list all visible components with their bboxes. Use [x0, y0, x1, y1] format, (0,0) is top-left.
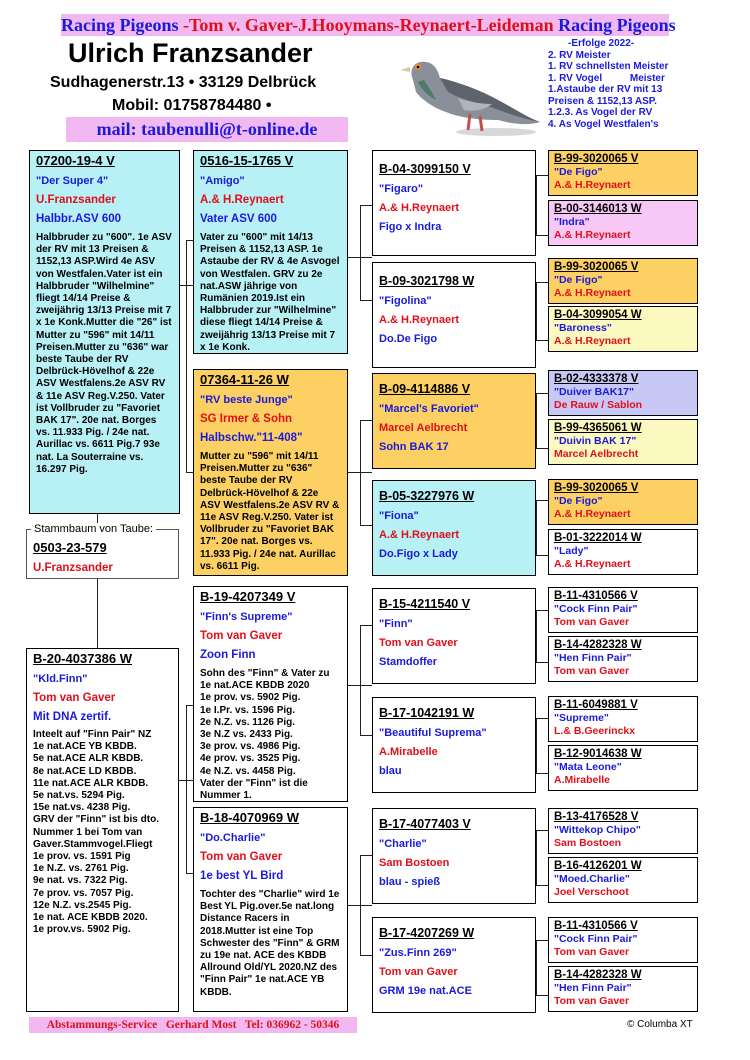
- connector-line: [360, 855, 372, 856]
- pigeon-name: "Hen Finn Pair": [554, 982, 632, 994]
- pigeon-name: "Figolina": [379, 295, 432, 307]
- connector-line: [186, 240, 193, 241]
- breeder-name: A.& H.Reynaert: [554, 507, 631, 520]
- ancestor-card[interactable]: [548, 808, 698, 854]
- pigeon-name: "Indra": [554, 216, 590, 228]
- ancestor-card[interactable]: [548, 479, 698, 525]
- pigeon-note: Figo x Indra: [379, 221, 442, 233]
- ring-number: B-11-4310566 V: [554, 590, 638, 602]
- breeder-name: Tom van Gaver: [379, 966, 458, 978]
- success-line: 1.2.3. As Vogel der RV: [548, 107, 653, 118]
- breeder-name: Tom van Gaver: [379, 637, 458, 649]
- breeder-name: A.& H.Reynaert: [554, 228, 631, 241]
- ring-number: B-99-3020065 V: [554, 482, 639, 494]
- pigeon-name: "Zus.Finn 269": [379, 947, 457, 959]
- pigeon-note: Halbschw."11-408": [200, 432, 303, 444]
- breeder-name: Tom van Gaver: [33, 692, 116, 704]
- ancestor-card[interactable]: [548, 587, 698, 633]
- pigeon-description: Sohn des "Finn" & Vater zu 1e nat.ACE KBDB 2020 1e prov. vs. 5902 Pig. 1e I.Pr. vs. 1596 Pig. 2e N.Z. vs. 1126 Pig. 3e N.Z vs. 2433 Pig. 3e prov. vs. 4986 Pig. 4e prov. vs. 3525 Pig. 4e N.Z. vs. 4458 Pig. Vater der "Finn" ist die Nummer 1.: [200, 668, 330, 802]
- ring-number: B-12-9014638 W: [554, 748, 642, 760]
- breeder-name: Tom van Gaver: [554, 994, 630, 1007]
- connector-line: [186, 705, 187, 873]
- breeder-name: Joel Verschoot: [554, 885, 629, 898]
- breeder-name: U.Franzsander: [33, 562, 113, 574]
- great-grandparent-card[interactable]: [372, 480, 536, 576]
- title-middle: -Tom v. Gaver-J.Hooymans-Reynaert-Leideman: [178, 15, 559, 35]
- ring-number: 0503-23-579: [33, 540, 107, 555]
- pedigree-label: Stammbaum von Taube:: [31, 523, 156, 535]
- footer-service: Abstammungs-Service Gerhard Most Tel: 036962 - 50346: [29, 1017, 357, 1033]
- breeder-name: SG Irmer & Sohn: [200, 413, 293, 425]
- ring-number: B-11-4310566 V: [554, 920, 638, 932]
- connector-line: [536, 448, 548, 449]
- connector-line: [360, 955, 372, 956]
- pigeon-name: "Der Super 4": [36, 175, 109, 187]
- connector-line: [536, 885, 548, 886]
- connector-line: [536, 773, 548, 774]
- connector-line: [536, 940, 548, 941]
- pigeon-description: Halbbruder zu "600". 1e ASV der RV mit 13 Preisen & 1152,13 ASP.Wird 4e ASV von Westfalen.Vater ist ein Halbbruder "Wilhelmine" fliegt 14/14 Preise & zweijährig 13/13 Preise mit 7 x 1e Konk.Mutter die "26" ist Mutter zu "596" mit 14/11 Preisen.Mutter zu "636" war beste Taube der RV Delbrück-Hövelhof & 22e ASV Westfalens.2e ASV RV & 11e ASV Reg.V.250. Vater ist Vollbruder zu "Favoriet BAK 17". 20e nat. Borges vs. 11.933 Pig. / 24e nat. Aurillac vs. 6611 Pig.7 93e nat. La Souterraine vs. 16.297 Pig.: [36, 232, 172, 475]
- connector-line: [186, 240, 187, 472]
- copyright: © Columba XT: [627, 1019, 693, 1030]
- pigeon-name: "Baroness": [554, 322, 612, 334]
- connector-line: [536, 500, 537, 555]
- pigeon-name: "De Figo": [554, 274, 603, 286]
- breeder-name: A.& H.Reynaert: [200, 194, 284, 206]
- father-card[interactable]: [29, 150, 180, 514]
- breeder-name: A.& H.Reynaert: [554, 557, 631, 570]
- connector-line: [186, 472, 193, 473]
- connector-line: [536, 393, 537, 448]
- ring-number: B-17-4207269 W: [379, 926, 475, 940]
- breeder-name: Tom van Gaver: [554, 615, 630, 628]
- connector-line: [360, 420, 361, 525]
- pigeon-description: Tochter des "Charlie" wird 1e Best YL Pig.over.5e nat.long Distance Racers in 2018.Mutter ist eine Top Schwester des "Finn" & GRM zu 19e nat. ACE des KBDB Allround Old/YL 2020.NZ des "Finn Pair" 1e nat.ACE YB KBDB.: [200, 889, 340, 998]
- ring-number: B-09-3021798 W: [379, 274, 475, 288]
- connector-line: [536, 340, 548, 341]
- pigeon-note: blau: [379, 765, 402, 777]
- connector-line: [536, 940, 537, 995]
- ancestor-card[interactable]: [548, 745, 698, 791]
- ancestor-card[interactable]: [548, 917, 698, 963]
- ancestor-card[interactable]: [548, 306, 698, 352]
- ring-number: B-16-4126201 W: [554, 860, 642, 872]
- pigeon-name: "Hen Finn Pair": [554, 652, 632, 664]
- connector-line: [97, 578, 98, 648]
- subject-card[interactable]: [26, 529, 179, 579]
- connector-line: [360, 300, 372, 301]
- breeder-name: A.& H.Reynaert: [379, 202, 460, 214]
- ring-number: B-15-4211540 V: [379, 597, 471, 611]
- breeder-name: Marcel Aelbrecht: [379, 422, 468, 434]
- ring-number: B-19-4207349 V: [200, 589, 296, 604]
- pigeon-name: "Finn": [379, 618, 413, 630]
- pigeon-name: "Duiver BAK17": [554, 386, 634, 398]
- great-grandparent-card[interactable]: [372, 697, 536, 793]
- ring-number: B-00-3146013 W: [554, 203, 642, 215]
- ancestor-card[interactable]: [548, 529, 698, 575]
- great-grandparent-card[interactable]: [372, 262, 536, 368]
- success-line: Preisen & 1152,13 ASP.: [548, 95, 657, 107]
- ring-number: B-04-3099150 V: [379, 162, 471, 176]
- pigeon-name: "Fiona": [379, 510, 419, 522]
- ring-number: B-17-1042191 W: [379, 706, 475, 720]
- breeder-name: L.& B.Geerinckx: [554, 724, 636, 737]
- title-left: Racing Pigeons: [61, 15, 179, 35]
- ring-number: 07364-11-26 W: [200, 372, 289, 387]
- pigeon-name: "Finn's Supreme": [200, 611, 293, 623]
- breeder-name: A.& H.Reynaert: [554, 334, 631, 347]
- pigeon-name: "RV beste Junge": [200, 394, 293, 406]
- pigeon-name: "De Figo": [554, 166, 603, 178]
- grandsire-card[interactable]: [193, 586, 348, 802]
- mail-banner[interactable]: mail: taubenulli@t-online.de: [66, 117, 348, 142]
- connector-line: [360, 625, 361, 735]
- pigeon-note: GRM 19e nat.ACE: [379, 985, 472, 997]
- pigeon-name: "Cock Finn Pair": [554, 603, 638, 615]
- success-line: 1.Astaube der RV mit 13: [548, 84, 663, 95]
- pigeon-note: blau - spieß: [379, 876, 441, 888]
- pigeon-name: "Beautiful Suprema": [379, 727, 487, 739]
- connector-line: [536, 235, 548, 236]
- connector-line: [536, 282, 537, 340]
- great-grandparent-card[interactable]: [372, 588, 536, 684]
- owner-phone: Mobil: 01758784480 •: [112, 97, 272, 114]
- ancestor-card[interactable]: [548, 150, 698, 196]
- pigeon-name: "Lady": [554, 545, 589, 557]
- breeder-name: Sam Bostoen: [379, 857, 450, 869]
- success-line: 1. RV schnellsten Meister: [548, 61, 669, 72]
- pigeon-description: Mutter zu "596" mit 14/11 Preisen.Mutter zu "636" beste Taube der RV Delbrück-Hövelhof & 22e ASV Westfalens.2e ASV RV & 11e ASV Reg.V.250. Vater ist Vollbruder zu "Favoriet BAK 17". 20e nat. Borges vs. 11.933 Pig. / 24e nat. Aurillac vs. 6611 Pig.: [200, 451, 340, 572]
- title-right: Racing Pigeons: [558, 15, 676, 35]
- great-grandparent-card[interactable]: [372, 373, 536, 469]
- pigeon-note: Zoon Finn: [200, 649, 256, 661]
- connector-line: [536, 282, 548, 283]
- great-grandparent-card[interactable]: [372, 150, 536, 256]
- pigeon-note: Sohn BAK 17: [379, 441, 449, 453]
- pigeon-image: [388, 40, 548, 150]
- pigeon-name: "Mata Leone": [554, 761, 622, 773]
- ring-number: B-02-4333378 V: [554, 373, 639, 385]
- breeder-name: A.& H.Reynaert: [379, 314, 460, 326]
- connector-line: [360, 525, 372, 526]
- pigeon-name: "Marcel's Favoriet": [379, 403, 479, 415]
- connector-line: [536, 555, 548, 556]
- ring-number: B-13-4176528 V: [554, 811, 639, 823]
- pigeon-note: Stamdoffer: [379, 656, 438, 668]
- connector-line: [186, 705, 193, 706]
- connector-line: [536, 610, 548, 611]
- breeder-name: A.& H.Reynaert: [379, 529, 460, 541]
- connector-line: [536, 662, 548, 663]
- connector-line: [360, 625, 372, 626]
- pigeon-description: Inteelt auf "Finn Pair" NZ 1e nat.ACE YB KBDB. 5e nat.ACE ALR KBDB. 8e nat.ACE LD KBDB. 11e nat.ACE ALR KBDB. 5e nat.vs. 5294 Pig. 15e nat.vs. 4238 Pig. GRV der "Finn" ist bis dto. Nummer 1 bei Tom van Gaver.Stammvogel.Fliegt 1e prov. vs. 1591 Pig 1e N.Z. vs. 2761 Pig. 9e nat. vs. 7322 Pig. 7e prov. vs. 7057 Pig. 12e N.Z. vs.2545 Pig. 1e nat. ACE KBDB 2020. 1e prov.vs. 5902 Pig.: [33, 729, 159, 936]
- ring-number: B-01-3222014 W: [554, 532, 642, 544]
- connector-line: [536, 500, 548, 501]
- ring-number: B-14-4282328 W: [554, 969, 642, 981]
- title-banner: [61, 14, 676, 36]
- ring-number: 0516-15-1765 V: [200, 153, 294, 168]
- connector-line: [360, 205, 361, 300]
- connector-line: [536, 830, 537, 885]
- pigeon-name: "Moed.Charlie": [554, 873, 630, 885]
- ring-number: B-14-4282328 W: [554, 639, 642, 651]
- connector-line: [536, 718, 548, 719]
- ring-number: B-99-3020065 V: [554, 261, 639, 273]
- pigeon-name: "Kld.Finn": [33, 673, 88, 685]
- breeder-name: A.Mirabelle: [379, 746, 438, 758]
- ring-number: B-04-3099054 W: [554, 309, 642, 321]
- connector-line: [536, 718, 537, 773]
- connector-line: [536, 393, 548, 394]
- ancestor-card[interactable]: [548, 636, 698, 682]
- ancestor-card[interactable]: [548, 857, 698, 903]
- pigeon-name: "Wittekop Chipo": [554, 824, 641, 836]
- connector-line: [536, 610, 537, 662]
- connector-line: [360, 205, 372, 206]
- ancestor-card[interactable]: [548, 696, 698, 742]
- pigeon-name: "Supreme": [554, 712, 609, 724]
- success-list: [548, 38, 748, 130]
- great-grandparent-card[interactable]: [372, 917, 536, 1013]
- breeder-name: U.Franzsander: [36, 194, 116, 206]
- ring-number: B-09-4114886 V: [379, 382, 471, 396]
- success-line: 1. RV Vogel Meister: [548, 72, 665, 84]
- granddam-card[interactable]: [193, 807, 348, 1012]
- pigeon-name: "Charlie": [379, 838, 427, 850]
- breeder-name: A.& H.Reynaert: [554, 178, 631, 191]
- pigeon-name: "Figaro": [379, 183, 424, 195]
- ancestor-card[interactable]: [548, 200, 698, 246]
- ring-number: B-11-6049881 V: [554, 699, 638, 711]
- granddam-card[interactable]: [193, 369, 348, 576]
- ring-number: B-05-3227976 W: [379, 489, 475, 503]
- breeder-name: Marcel Aelbrecht: [554, 447, 639, 460]
- owner-address: Sudhagenerstr.13 • 33129 Delbrück: [50, 74, 317, 91]
- breeder-name: A.& H.Reynaert: [554, 286, 631, 299]
- ancestor-card[interactable]: [548, 419, 698, 465]
- breeder-name: Tom van Gaver: [554, 945, 630, 958]
- great-grandparent-card[interactable]: [372, 808, 536, 904]
- pigeon-note: Do.De Figo: [379, 333, 438, 345]
- pigeon-note: Mit DNA zertif.: [33, 711, 112, 723]
- pigeon-note: Do.Figo x Lady: [379, 548, 458, 560]
- ring-number: B-18-4070969 W: [200, 810, 299, 825]
- pigeon-name: "Amigo": [200, 175, 245, 187]
- mother-card[interactable]: [26, 648, 179, 1012]
- connector-line: [536, 995, 548, 996]
- pigeon-name: "De Figo": [554, 495, 603, 507]
- pigeon-note: 1e best YL Bird: [200, 870, 284, 882]
- breeder-name: A.Mirabelle: [554, 773, 611, 786]
- connector-line: [536, 830, 548, 831]
- pigeon-name: "Duivin BAK 17": [554, 435, 637, 447]
- breeder-name: Sam Bostoen: [554, 836, 622, 849]
- breeder-name: Tom van Gaver: [200, 630, 283, 642]
- success-line: 2. RV Meister: [548, 49, 611, 61]
- connector-line: [360, 735, 372, 736]
- pigeon-note: Vater ASV 600: [200, 213, 277, 225]
- breeder-name: De Rauw / Sablon: [554, 398, 643, 411]
- grandsire-card[interactable]: [193, 150, 348, 354]
- breeder-name: Tom van Gaver: [200, 851, 283, 863]
- ring-number: B-20-4037386 W: [33, 651, 132, 666]
- ring-number: B-17-4077403 V: [379, 817, 471, 831]
- pigeon-name: "Do.Charlie": [200, 832, 266, 844]
- connector-line: [360, 855, 361, 955]
- connector-line: [360, 420, 372, 421]
- pigeon-note: Halbbr.ASV 600: [36, 213, 122, 225]
- ancestor-card[interactable]: [548, 966, 698, 1012]
- connector-line: [186, 873, 193, 874]
- ring-number: B-99-4365061 W: [554, 422, 642, 434]
- ring-number: 07200-19-4 V: [36, 153, 115, 168]
- connector-line: [536, 175, 548, 176]
- connector-line: [536, 175, 537, 235]
- owner-name: Ulrich Franzsander: [68, 38, 313, 68]
- success-title: -Erfolge 2022-: [568, 38, 635, 49]
- breeder-name: Tom van Gaver: [554, 664, 630, 677]
- success-line: 4. As Vogel Westfalen's: [548, 118, 659, 130]
- ancestor-card[interactable]: [548, 370, 698, 416]
- ancestor-card[interactable]: [548, 258, 698, 304]
- ring-number: B-99-3020065 V: [554, 153, 639, 165]
- pigeon-name: "Cock Finn Pair": [554, 933, 638, 945]
- pigeon-description: Vater zu "600" mit 14/13 Preisen & 1152,13 ASP. 1e Astaube der RV & 4e Asvogel von Westfalen. GRV zu 2e nat.ASW jährige von Rumänien 2019.Ist ein Halbbruder zur "Wilhelmine" diese fliegt 14/14 Preise & zweijährig 13/13 Preise mit 7 x 1e Konk.: [200, 232, 340, 353]
